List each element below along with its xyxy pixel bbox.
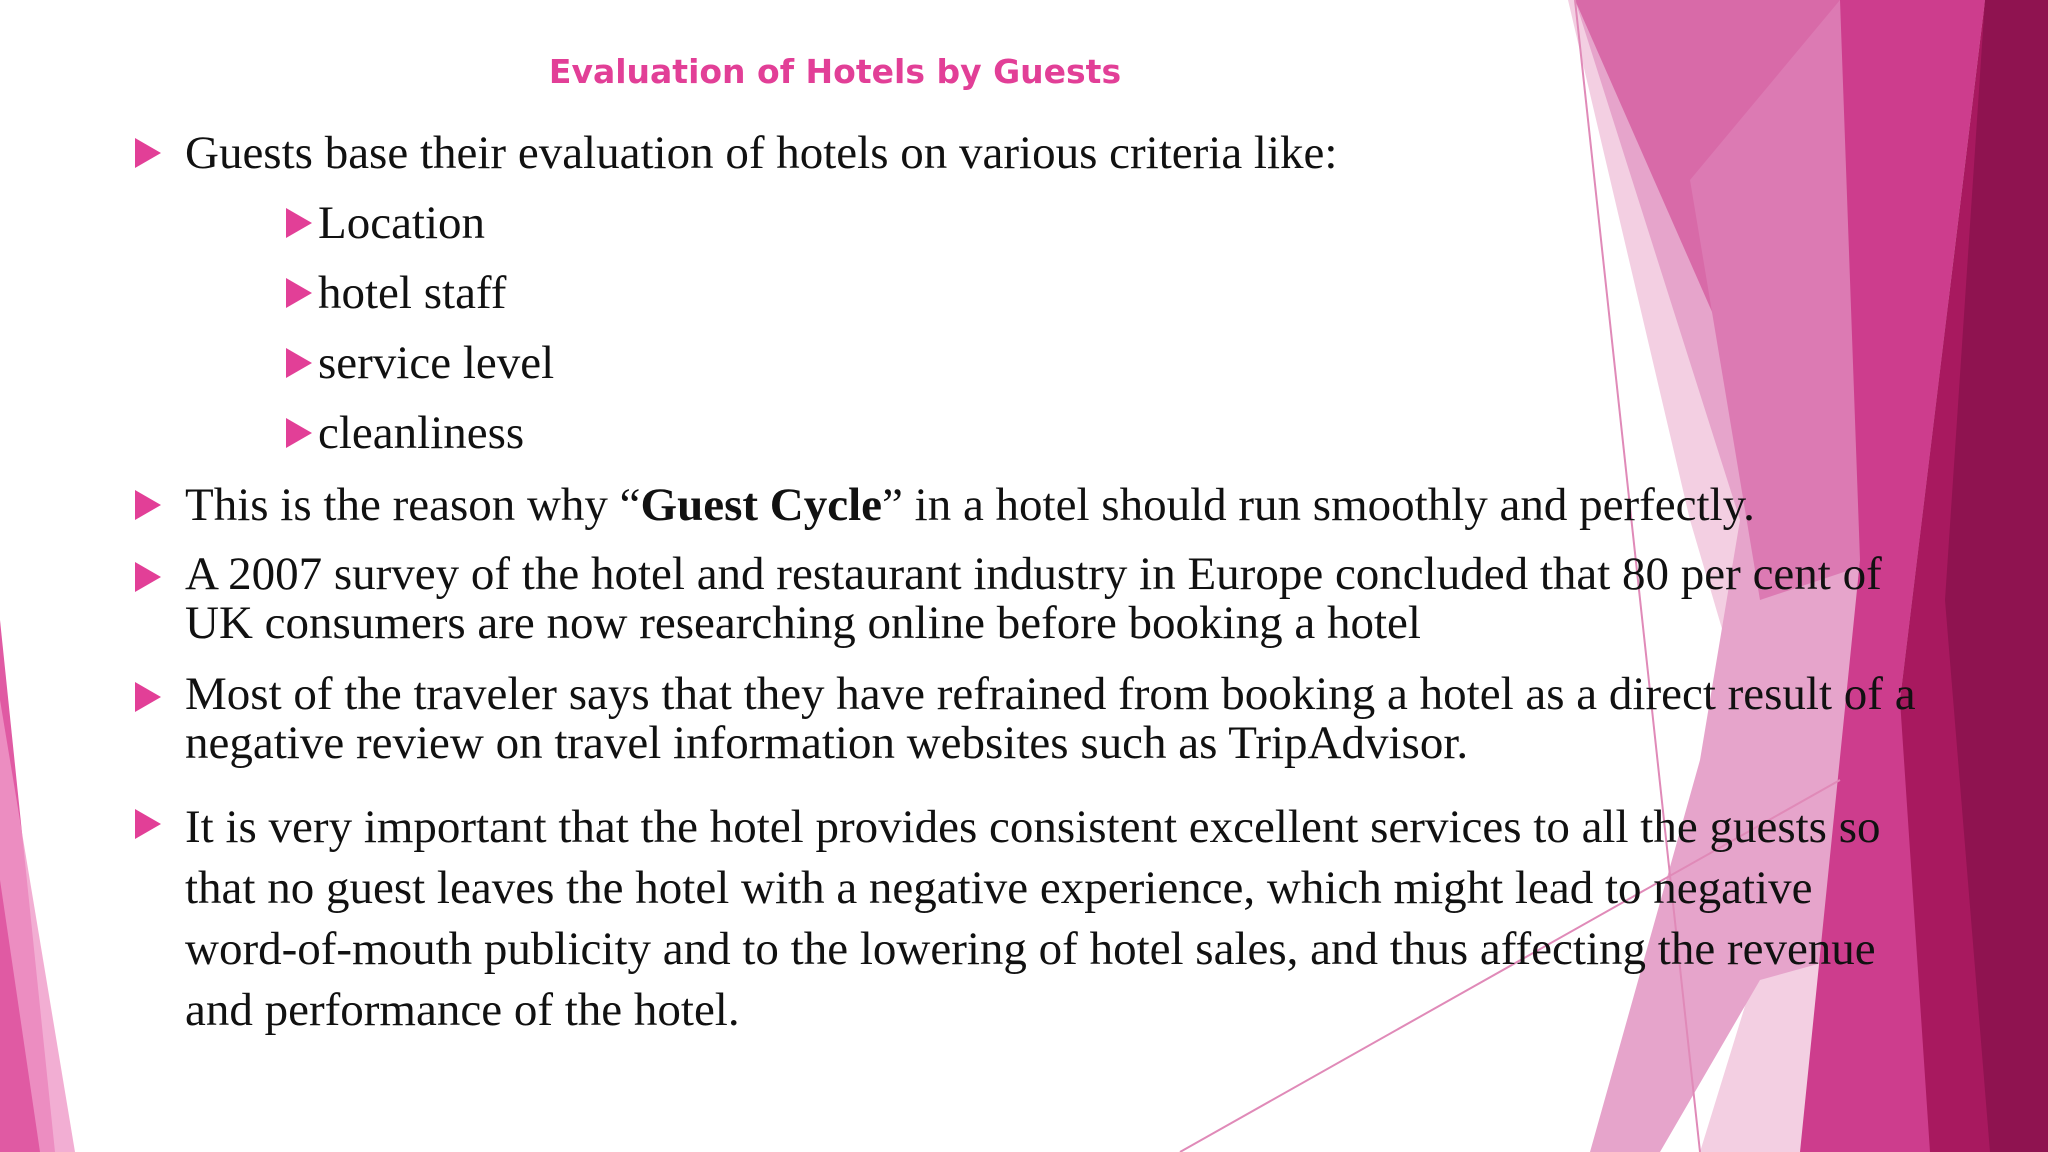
bullet-criteria [135, 126, 1337, 180]
sub-bullet-hotel-staff [286, 266, 506, 320]
sub-bullet-cleanliness [286, 406, 524, 460]
bullet-arrow-icon [135, 809, 161, 839]
bullet-text: Most of the traveler says that they have refrained from booking a hotel as a direct result of a negative review on travel information websites such as TripAdvisor. [185, 668, 1916, 769]
bullet-text [185, 478, 1755, 532]
sub-bullet-location [286, 196, 485, 250]
sub-bullet-text: hotel staff [318, 267, 507, 319]
slide-title: Evaluation of Hotels by Guests [548, 52, 1122, 91]
bullet-guest-cycle [135, 478, 1755, 532]
bullet-survey [135, 550, 1935, 648]
text-part: ” in a hotel should run smoothly and perfectly. [882, 479, 1755, 531]
bullet-text: It is very important that the hotel provides consistent excellent services to all the guests so that no guest leaves the hotel with a negative experience, which might lead to negative word-of-mouth publicity and to the lowering of hotel sales, and thus affecting the revenue and performance of the hotel. [185, 801, 1881, 1036]
bullet-arrow-icon [286, 208, 312, 238]
sub-bullet-text: cleanliness [318, 407, 525, 459]
bullet-text: Guests base their evaluation of hotels on various criteria like: [185, 127, 1338, 179]
bullet-arrow-icon [135, 682, 161, 712]
bullet-arrow-icon [135, 138, 161, 168]
sub-bullet-text: service level [318, 337, 555, 389]
bullet-arrow-icon [286, 278, 312, 308]
bullet-text: A 2007 survey of the hotel and restaurant industry in Europe concluded that 80 per cent of UK consumers are now researching online before booking a hotel [185, 548, 1882, 649]
bullet-arrow-icon [286, 348, 312, 378]
sub-bullet-text: Location [318, 197, 486, 249]
bullet-traveler [135, 670, 1935, 768]
bullet-arrow-icon [286, 418, 312, 448]
text-part: This is the reason why “ [185, 479, 641, 531]
bullet-arrow-icon [135, 490, 161, 520]
bullet-importance [135, 797, 1935, 1041]
bold-term: Guest Cycle [640, 479, 883, 531]
sub-bullet-service-level [286, 336, 554, 390]
bullet-arrow-icon [135, 562, 161, 592]
